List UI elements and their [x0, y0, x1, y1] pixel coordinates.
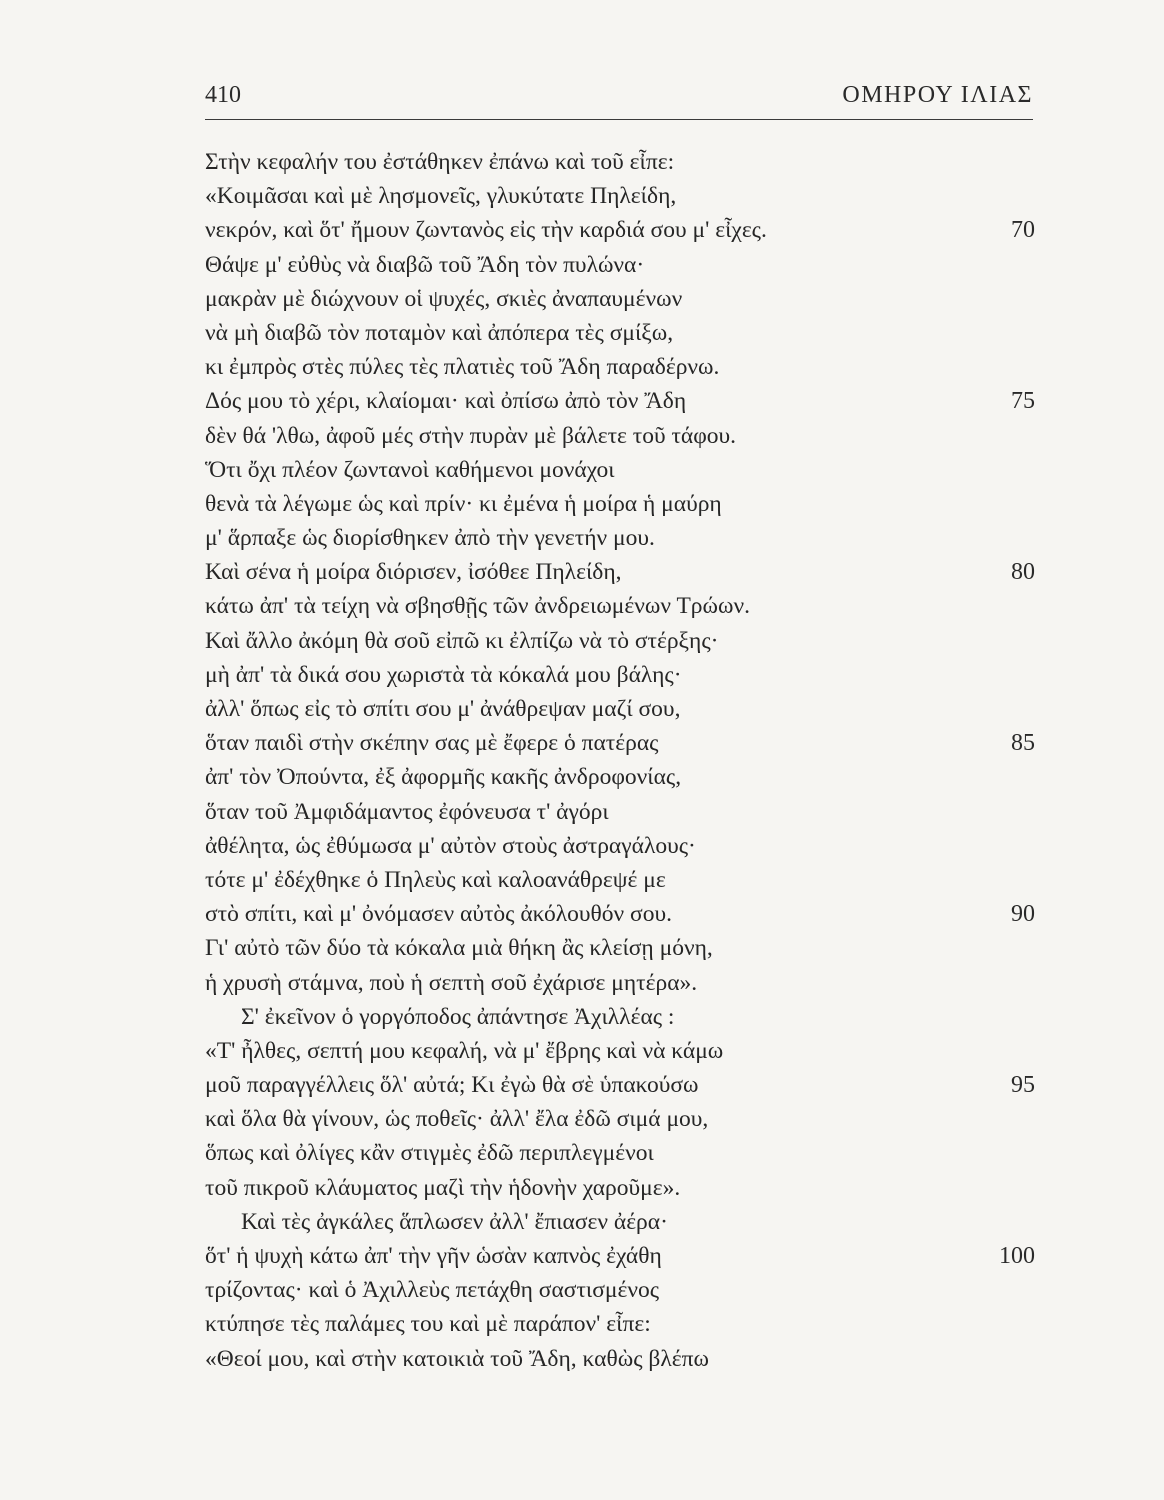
verse-text: κάτω ἀπ' τὰ τείχη νὰ σβησθῇς τῶν ἀνδρειωμένων Τρώων.	[205, 593, 750, 620]
line-number: 100	[999, 1243, 1035, 1269]
verse-line	[205, 282, 1035, 316]
verse-line	[205, 1034, 1035, 1068]
verse-line	[205, 1205, 1035, 1239]
verse-text: Ὅτι ὄχι πλέον ζωντανοὶ καθήμενοι μονάχοι	[205, 456, 615, 483]
verse-text: «Κοιμᾶσαι καὶ μὲ λησμονεῖς, γλυκύτατε Πηλείδη,	[205, 183, 677, 210]
verse-text: στὸ σπίτι, καὶ μ' ὀνόμασεν αὐτὸς ἀκόλουθόν σου.	[205, 901, 672, 928]
verse-text: Στὴν κεφαλήν του ἐστάθηκεν ἐπάνω καὶ τοῦ εἶπε:	[205, 149, 675, 175]
verse-text: Καὶ ἄλλο ἀκόμη θὰ σοῦ εἰπῶ κι ἐλπίζω νὰ τὸ στέρξης·	[205, 627, 719, 654]
verse-text: Γι' αὐτὸ τῶν δύο τὰ κόκαλα μιὰ θήκη ἂς κλείσῃ μόνη,	[205, 935, 713, 962]
page-number: 410	[205, 82, 241, 108]
verse-text: κτύπησε τὲς παλάμες του καὶ μὲ παράπον' εἶπε:	[205, 1311, 651, 1338]
verse-line	[205, 829, 1035, 863]
verse-text: ἀθέλητα, ὡς ἐθύμωσα μ' αὐτὸν στοὺς ἀστραγάλους·	[205, 832, 696, 859]
verse-text: μὴ ἀπ' τὰ δικά σου χωριστὰ τὰ κόκαλά μου βάλης·	[205, 661, 682, 688]
verse-line	[205, 863, 1035, 897]
verse-line	[205, 419, 1035, 453]
verse-line	[205, 726, 1035, 760]
page-header	[205, 82, 1033, 116]
verse-line	[205, 897, 1035, 931]
verse-line	[205, 213, 1035, 247]
verse-text: τοῦ πικροῦ κλάυματος μαζὶ τὴν ἡδονὴν χαροῦμε».	[205, 1174, 681, 1201]
verse-text: ὅπως καὶ ὀλίγες κἂν στιγμὲς ἐδῶ περιπλεγμένοι	[205, 1140, 654, 1167]
verse-line	[205, 453, 1035, 487]
verse-text: ὅταν τοῦ Ἀμφιδάμαντος ἐφόνευσα τ' ἀγόρι	[205, 798, 609, 825]
verse-line	[205, 624, 1035, 658]
verse-line	[205, 350, 1035, 384]
line-number: 90	[1011, 901, 1035, 928]
verse-line	[205, 966, 1035, 1000]
verse-line	[205, 521, 1035, 555]
verse-line	[205, 1307, 1035, 1341]
verse-line	[205, 760, 1035, 794]
verse-text: τότε μ' ἐδέχθηκε ὁ Πηλεὺς καὶ καλοανάθρεψέ με	[205, 866, 666, 893]
verse-text: ὅταν παιδὶ στὴν σκέπην σας μὲ ἔφερε ὁ πατέρας	[205, 730, 659, 757]
verse-text: ὅτ' ἡ ψυχὴ κάτω ἀπ' τὴν γῆν ὡσὰν καπνὸς ἐχάθη	[205, 1243, 662, 1269]
verse-line	[205, 145, 1035, 179]
line-number: 70	[1011, 217, 1035, 244]
verse-line	[205, 555, 1035, 589]
verse-line	[205, 384, 1035, 418]
verse-text: καὶ ὅλα θὰ γίνουν, ὡς ποθεῖς· ἀλλ' ἔλα ἐδῶ σιμά μου,	[205, 1106, 709, 1133]
verse-line	[205, 487, 1035, 521]
verse-line	[205, 589, 1035, 623]
verse-line	[205, 1000, 1035, 1034]
verse-text: Καὶ σένα ἡ μοίρα διόρισεν, ἰσόθεε Πηλείδη,	[205, 559, 622, 586]
verse-text: θενὰ τὰ λέγωμε ὡς καὶ πρίν· κι ἐμένα ἡ μοίρα ἡ μαύρη	[205, 490, 722, 517]
verse-text: ἀπ' τὸν Ὀπούντα, ἐξ ἀφορμῆς κακῆς ἀνδροφονίας,	[205, 764, 682, 791]
verse-line	[205, 316, 1035, 350]
verse-text: Θάψε μ' εὐθὺς νὰ διαβῶ τοῦ Ἄδη τὸν πυλώνα·	[205, 251, 645, 278]
verse-line	[205, 1342, 1035, 1376]
verse-text: κι ἐμπρὸς στὲς πύλες τὲς πλατιὲς τοῦ Ἄδη παραδέρνω.	[205, 354, 720, 381]
verse-text: Δός μου τὸ χέρι, κλαίομαι· καὶ ὀπίσω ἀπὸ τὸν Ἄδη	[205, 388, 687, 415]
verse-text: νὰ μὴ διαβῶ τὸν ποταμὸν καὶ ἀπόπερα τὲς σμίξω,	[205, 319, 674, 346]
verse-text: μακρὰν μὲ διώχνουν οἱ ψυχές, σκιὲς ἀναπαυμένων	[205, 285, 683, 312]
verse-line	[205, 795, 1035, 829]
verse-text: δὲν θά 'λθω, ἀφοῦ μές στὴν πυρὰν μὲ βάλετε τοῦ τάφου.	[205, 422, 737, 449]
verse-line	[205, 1171, 1035, 1205]
verse-text: «Θεοί μου, καὶ στὴν κατοικιὰ τοῦ Ἄδη, καθὼς βλέπω	[205, 1345, 709, 1372]
line-number: 85	[1011, 730, 1035, 757]
verse-line	[205, 179, 1035, 213]
verse-text: Καὶ τὲς ἀγκάλες ἅπλωσεν ἀλλ' ἔπιασεν ἀέρα·	[241, 1208, 668, 1235]
line-number: 75	[1011, 388, 1035, 415]
verse-line	[205, 692, 1035, 726]
verse-text: μοῦ παραγγέλλεις ὅλ' αὐτά; Κι ἐγὼ θὰ σὲ ὑπακούσω	[205, 1072, 699, 1099]
verse-line	[205, 1273, 1035, 1307]
verse-text: «Τ' ἦλθες, σεπτή μου κεφαλή, νὰ μ' ἔβρης καὶ νὰ κάμω	[205, 1037, 724, 1064]
verse-text: μ' ἅρπαξε ὡς διορίσθηκεν ἀπὸ τὴν γενετήν μου.	[205, 525, 655, 552]
verse-text: ἀλλ' ὅπως εἰς τὸ σπίτι σου μ' ἀνάθρεψαν μαζί σου,	[205, 696, 681, 722]
verse-text: Σ' ἐκεῖνον ὁ γοργόποδος ἀπάντησε Ἀχιλλέας :	[241, 1003, 675, 1030]
verse-line	[205, 248, 1035, 282]
verse-line	[205, 931, 1035, 965]
line-number: 80	[1011, 559, 1035, 586]
running-title: ΟΜΗΡΟΥ ΙΛΙΑΣ	[842, 82, 1033, 108]
verse-text: ἡ χρυσὴ στάμνα, ποὺ ἡ σεπτὴ σοῦ ἐχάρισε μητέρα».	[205, 969, 698, 996]
verse-line	[205, 1239, 1035, 1273]
verse-line	[205, 658, 1035, 692]
header-rule	[205, 119, 1033, 120]
verse-line	[205, 1068, 1035, 1102]
line-number: 95	[1011, 1072, 1035, 1099]
verse-line	[205, 1102, 1035, 1136]
verse-block	[205, 145, 1035, 1376]
verse-line	[205, 1136, 1035, 1170]
verse-text: νεκρόν, καὶ ὅτ' ἤμουν ζωντανὸς εἰς τὴν καρδιά σου μ' εἶχες.	[205, 217, 767, 244]
verse-text: τρίζοντας· καὶ ὁ Ἀχιλλεὺς πετάχθη σαστισμένος	[205, 1277, 660, 1304]
